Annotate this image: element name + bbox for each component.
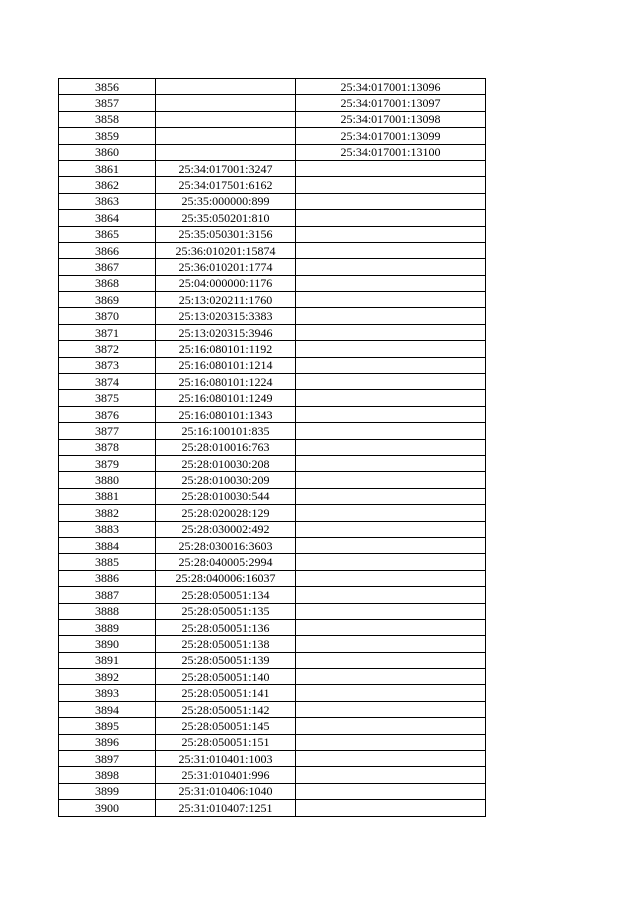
table-row bbox=[59, 275, 486, 291]
table-row bbox=[59, 160, 486, 176]
row-number-cell: 3869 bbox=[59, 292, 156, 308]
cadastral-number-cell: 25:31:010401:1003 bbox=[156, 751, 296, 767]
table-row bbox=[59, 374, 486, 390]
cadastral-number-cell: 25:28:010030:208 bbox=[156, 455, 296, 471]
table-row bbox=[59, 144, 486, 160]
cadastral-number-cell: 25:28:030016:3603 bbox=[156, 537, 296, 553]
row-number-cell: 3884 bbox=[59, 537, 156, 553]
table-row bbox=[59, 587, 486, 603]
table-row bbox=[59, 324, 486, 340]
table-row bbox=[59, 800, 486, 816]
cadastral-number-cell: 25:28:040006:16037 bbox=[156, 570, 296, 586]
row-number-cell: 3896 bbox=[59, 734, 156, 750]
cadastral-number-alt-cell bbox=[296, 800, 486, 816]
row-number-cell: 3861 bbox=[59, 160, 156, 176]
table-row bbox=[59, 521, 486, 537]
cadastral-number-cell bbox=[156, 144, 296, 160]
cadastral-number-alt-cell bbox=[296, 603, 486, 619]
table-body bbox=[59, 79, 486, 817]
cadastral-number-alt-cell bbox=[296, 554, 486, 570]
row-number-cell: 3888 bbox=[59, 603, 156, 619]
cadastral-number-cell: 25:13:020315:3946 bbox=[156, 324, 296, 340]
cadastral-number-cell bbox=[156, 128, 296, 144]
table-row bbox=[59, 423, 486, 439]
row-number-cell: 3900 bbox=[59, 800, 156, 816]
cadastral-number-alt-cell bbox=[296, 521, 486, 537]
row-number-cell: 3898 bbox=[59, 767, 156, 783]
row-number-cell: 3883 bbox=[59, 521, 156, 537]
cadastral-number-cell: 25:04:000000:1176 bbox=[156, 275, 296, 291]
cadastral-number-alt-cell bbox=[296, 177, 486, 193]
table-row bbox=[59, 685, 486, 701]
cadastral-number-cell: 25:13:020211:1760 bbox=[156, 292, 296, 308]
row-number-cell: 3864 bbox=[59, 210, 156, 226]
row-number-cell: 3889 bbox=[59, 619, 156, 635]
table-row bbox=[59, 669, 486, 685]
cadastral-number-alt-cell bbox=[296, 210, 486, 226]
row-number-cell: 3878 bbox=[59, 439, 156, 455]
cadastral-number-alt-cell bbox=[296, 636, 486, 652]
cadastral-number-alt-cell bbox=[296, 685, 486, 701]
cadastral-number-alt-cell: 25:34:017001:13099 bbox=[296, 128, 486, 144]
table-row bbox=[59, 111, 486, 127]
cadastral-number-cell: 25:34:017001:3247 bbox=[156, 160, 296, 176]
cadastral-number-alt-cell bbox=[296, 652, 486, 668]
table-row bbox=[59, 308, 486, 324]
cadastral-number-cell: 25:16:080101:1192 bbox=[156, 341, 296, 357]
table-row bbox=[59, 619, 486, 635]
cadastral-number-cell: 25:28:040005:2994 bbox=[156, 554, 296, 570]
table-row bbox=[59, 488, 486, 504]
cadastral-number-alt-cell bbox=[296, 275, 486, 291]
table-row bbox=[59, 259, 486, 275]
cadastral-number-cell: 25:28:050051:142 bbox=[156, 701, 296, 717]
cadastral-number-cell: 25:36:010201:15874 bbox=[156, 242, 296, 258]
table-row bbox=[59, 242, 486, 258]
row-number-cell: 3882 bbox=[59, 505, 156, 521]
cadastral-number-alt-cell bbox=[296, 374, 486, 390]
cadastral-number-alt-cell bbox=[296, 783, 486, 799]
cadastral-number-cell bbox=[156, 95, 296, 111]
table-row bbox=[59, 390, 486, 406]
cadastral-number-alt-cell bbox=[296, 734, 486, 750]
cadastral-number-cell: 25:35:050201:810 bbox=[156, 210, 296, 226]
cadastral-number-alt-cell bbox=[296, 455, 486, 471]
cadastral-number-alt-cell bbox=[296, 193, 486, 209]
table-row bbox=[59, 177, 486, 193]
table-row bbox=[59, 636, 486, 652]
cadastral-number-cell: 25:28:050051:139 bbox=[156, 652, 296, 668]
table-row bbox=[59, 406, 486, 422]
row-number-cell: 3895 bbox=[59, 718, 156, 734]
cadastral-number-alt-cell bbox=[296, 406, 486, 422]
row-number-cell: 3865 bbox=[59, 226, 156, 242]
table-row bbox=[59, 128, 486, 144]
cadastral-number-cell: 25:16:100101:835 bbox=[156, 423, 296, 439]
row-number-cell: 3862 bbox=[59, 177, 156, 193]
cadastral-number-cell: 25:16:080101:1249 bbox=[156, 390, 296, 406]
cadastral-number-alt-cell bbox=[296, 160, 486, 176]
cadastral-number-cell: 25:35:000000:899 bbox=[156, 193, 296, 209]
cadastral-number-cell: 25:28:050051:141 bbox=[156, 685, 296, 701]
cadastral-number-cell: 25:28:010016:763 bbox=[156, 439, 296, 455]
table-row bbox=[59, 603, 486, 619]
cadastral-number-cell: 25:28:050051:140 bbox=[156, 669, 296, 685]
cadastral-number-alt-cell bbox=[296, 242, 486, 258]
row-number-cell: 3858 bbox=[59, 111, 156, 127]
cadastral-number-alt-cell bbox=[296, 357, 486, 373]
row-number-cell: 3891 bbox=[59, 652, 156, 668]
cadastral-number-alt-cell bbox=[296, 701, 486, 717]
row-number-cell: 3868 bbox=[59, 275, 156, 291]
row-number-cell: 3856 bbox=[59, 79, 156, 95]
cadastral-number-alt-cell: 25:34:017001:13100 bbox=[296, 144, 486, 160]
row-number-cell: 3872 bbox=[59, 341, 156, 357]
table-row bbox=[59, 292, 486, 308]
cadastral-number-alt-cell bbox=[296, 669, 486, 685]
table-row bbox=[59, 472, 486, 488]
table-row bbox=[59, 554, 486, 570]
row-number-cell: 3875 bbox=[59, 390, 156, 406]
table-row bbox=[59, 767, 486, 783]
row-number-cell: 3892 bbox=[59, 669, 156, 685]
cadastral-number-alt-cell: 25:34:017001:13098 bbox=[296, 111, 486, 127]
row-number-cell: 3885 bbox=[59, 554, 156, 570]
cadastral-number-alt-cell bbox=[296, 505, 486, 521]
cadastral-number-alt-cell bbox=[296, 341, 486, 357]
table-row bbox=[59, 210, 486, 226]
row-number-cell: 3893 bbox=[59, 685, 156, 701]
cadastral-number-cell: 25:28:050051:136 bbox=[156, 619, 296, 635]
cadastral-number-cell: 25:31:010401:996 bbox=[156, 767, 296, 783]
table-row bbox=[59, 701, 486, 717]
cadastral-number-alt-cell: 25:34:017001:13096 bbox=[296, 79, 486, 95]
data-table bbox=[58, 78, 486, 817]
table-row bbox=[59, 439, 486, 455]
cadastral-number-alt-cell bbox=[296, 308, 486, 324]
table-row bbox=[59, 226, 486, 242]
cadastral-number-cell: 25:13:020315:3383 bbox=[156, 308, 296, 324]
row-number-cell: 3886 bbox=[59, 570, 156, 586]
row-number-cell: 3880 bbox=[59, 472, 156, 488]
cadastral-number-alt-cell bbox=[296, 767, 486, 783]
row-number-cell: 3857 bbox=[59, 95, 156, 111]
cadastral-number-alt-cell bbox=[296, 619, 486, 635]
table-row bbox=[59, 570, 486, 586]
row-number-cell: 3876 bbox=[59, 406, 156, 422]
cadastral-number-alt-cell bbox=[296, 292, 486, 308]
table-row bbox=[59, 783, 486, 799]
cadastral-number-cell: 25:36:010201:1774 bbox=[156, 259, 296, 275]
cadastral-number-cell: 25:28:010030:544 bbox=[156, 488, 296, 504]
cadastral-number-cell bbox=[156, 111, 296, 127]
table-row bbox=[59, 79, 486, 95]
table-row bbox=[59, 357, 486, 373]
cadastral-number-cell: 25:31:010407:1251 bbox=[156, 800, 296, 816]
cadastral-number-cell: 25:35:050301:3156 bbox=[156, 226, 296, 242]
table-row bbox=[59, 537, 486, 553]
cadastral-number-cell: 25:28:050051:151 bbox=[156, 734, 296, 750]
row-number-cell: 3879 bbox=[59, 455, 156, 471]
cadastral-number-cell: 25:28:050051:145 bbox=[156, 718, 296, 734]
cadastral-number-cell: 25:28:010030:209 bbox=[156, 472, 296, 488]
table-row bbox=[59, 193, 486, 209]
cadastral-number-alt-cell bbox=[296, 423, 486, 439]
cadastral-number-cell: 25:28:050051:138 bbox=[156, 636, 296, 652]
row-number-cell: 3894 bbox=[59, 701, 156, 717]
row-number-cell: 3860 bbox=[59, 144, 156, 160]
row-number-cell: 3887 bbox=[59, 587, 156, 603]
row-number-cell: 3866 bbox=[59, 242, 156, 258]
cadastral-number-alt-cell bbox=[296, 587, 486, 603]
cadastral-number-cell: 25:28:050051:135 bbox=[156, 603, 296, 619]
table-row bbox=[59, 718, 486, 734]
row-number-cell: 3863 bbox=[59, 193, 156, 209]
row-number-cell: 3897 bbox=[59, 751, 156, 767]
cadastral-number-alt-cell bbox=[296, 226, 486, 242]
table-row bbox=[59, 95, 486, 111]
cadastral-number-alt-cell bbox=[296, 488, 486, 504]
row-number-cell: 3859 bbox=[59, 128, 156, 144]
row-number-cell: 3870 bbox=[59, 308, 156, 324]
row-number-cell: 3871 bbox=[59, 324, 156, 340]
row-number-cell: 3899 bbox=[59, 783, 156, 799]
table-row bbox=[59, 734, 486, 750]
table-row bbox=[59, 505, 486, 521]
cadastral-number-alt-cell bbox=[296, 259, 486, 275]
cadastral-number-alt-cell bbox=[296, 390, 486, 406]
cadastral-number-alt-cell bbox=[296, 537, 486, 553]
row-number-cell: 3873 bbox=[59, 357, 156, 373]
row-number-cell: 3867 bbox=[59, 259, 156, 275]
cadastral-number-alt-cell bbox=[296, 324, 486, 340]
cadastral-number-alt-cell bbox=[296, 472, 486, 488]
cadastral-number-cell: 25:34:017501:6162 bbox=[156, 177, 296, 193]
cadastral-number-cell: 25:16:080101:1343 bbox=[156, 406, 296, 422]
cadastral-number-cell: 25:31:010406:1040 bbox=[156, 783, 296, 799]
cadastral-number-alt-cell bbox=[296, 751, 486, 767]
cadastral-number-alt-cell: 25:34:017001:13097 bbox=[296, 95, 486, 111]
row-number-cell: 3890 bbox=[59, 636, 156, 652]
cadastral-number-cell: 25:16:080101:1214 bbox=[156, 357, 296, 373]
cadastral-number-alt-cell bbox=[296, 718, 486, 734]
cadastral-number-alt-cell bbox=[296, 570, 486, 586]
row-number-cell: 3881 bbox=[59, 488, 156, 504]
cadastral-number-alt-cell bbox=[296, 439, 486, 455]
table-row bbox=[59, 652, 486, 668]
cadastral-number-cell: 25:28:050051:134 bbox=[156, 587, 296, 603]
cadastral-number-cell: 25:28:020028:129 bbox=[156, 505, 296, 521]
cadastral-number-cell bbox=[156, 79, 296, 95]
table-row bbox=[59, 751, 486, 767]
row-number-cell: 3877 bbox=[59, 423, 156, 439]
table-row bbox=[59, 341, 486, 357]
table-row bbox=[59, 455, 486, 471]
cadastral-number-cell: 25:16:080101:1224 bbox=[156, 374, 296, 390]
cadastral-number-cell: 25:28:030002:492 bbox=[156, 521, 296, 537]
row-number-cell: 3874 bbox=[59, 374, 156, 390]
